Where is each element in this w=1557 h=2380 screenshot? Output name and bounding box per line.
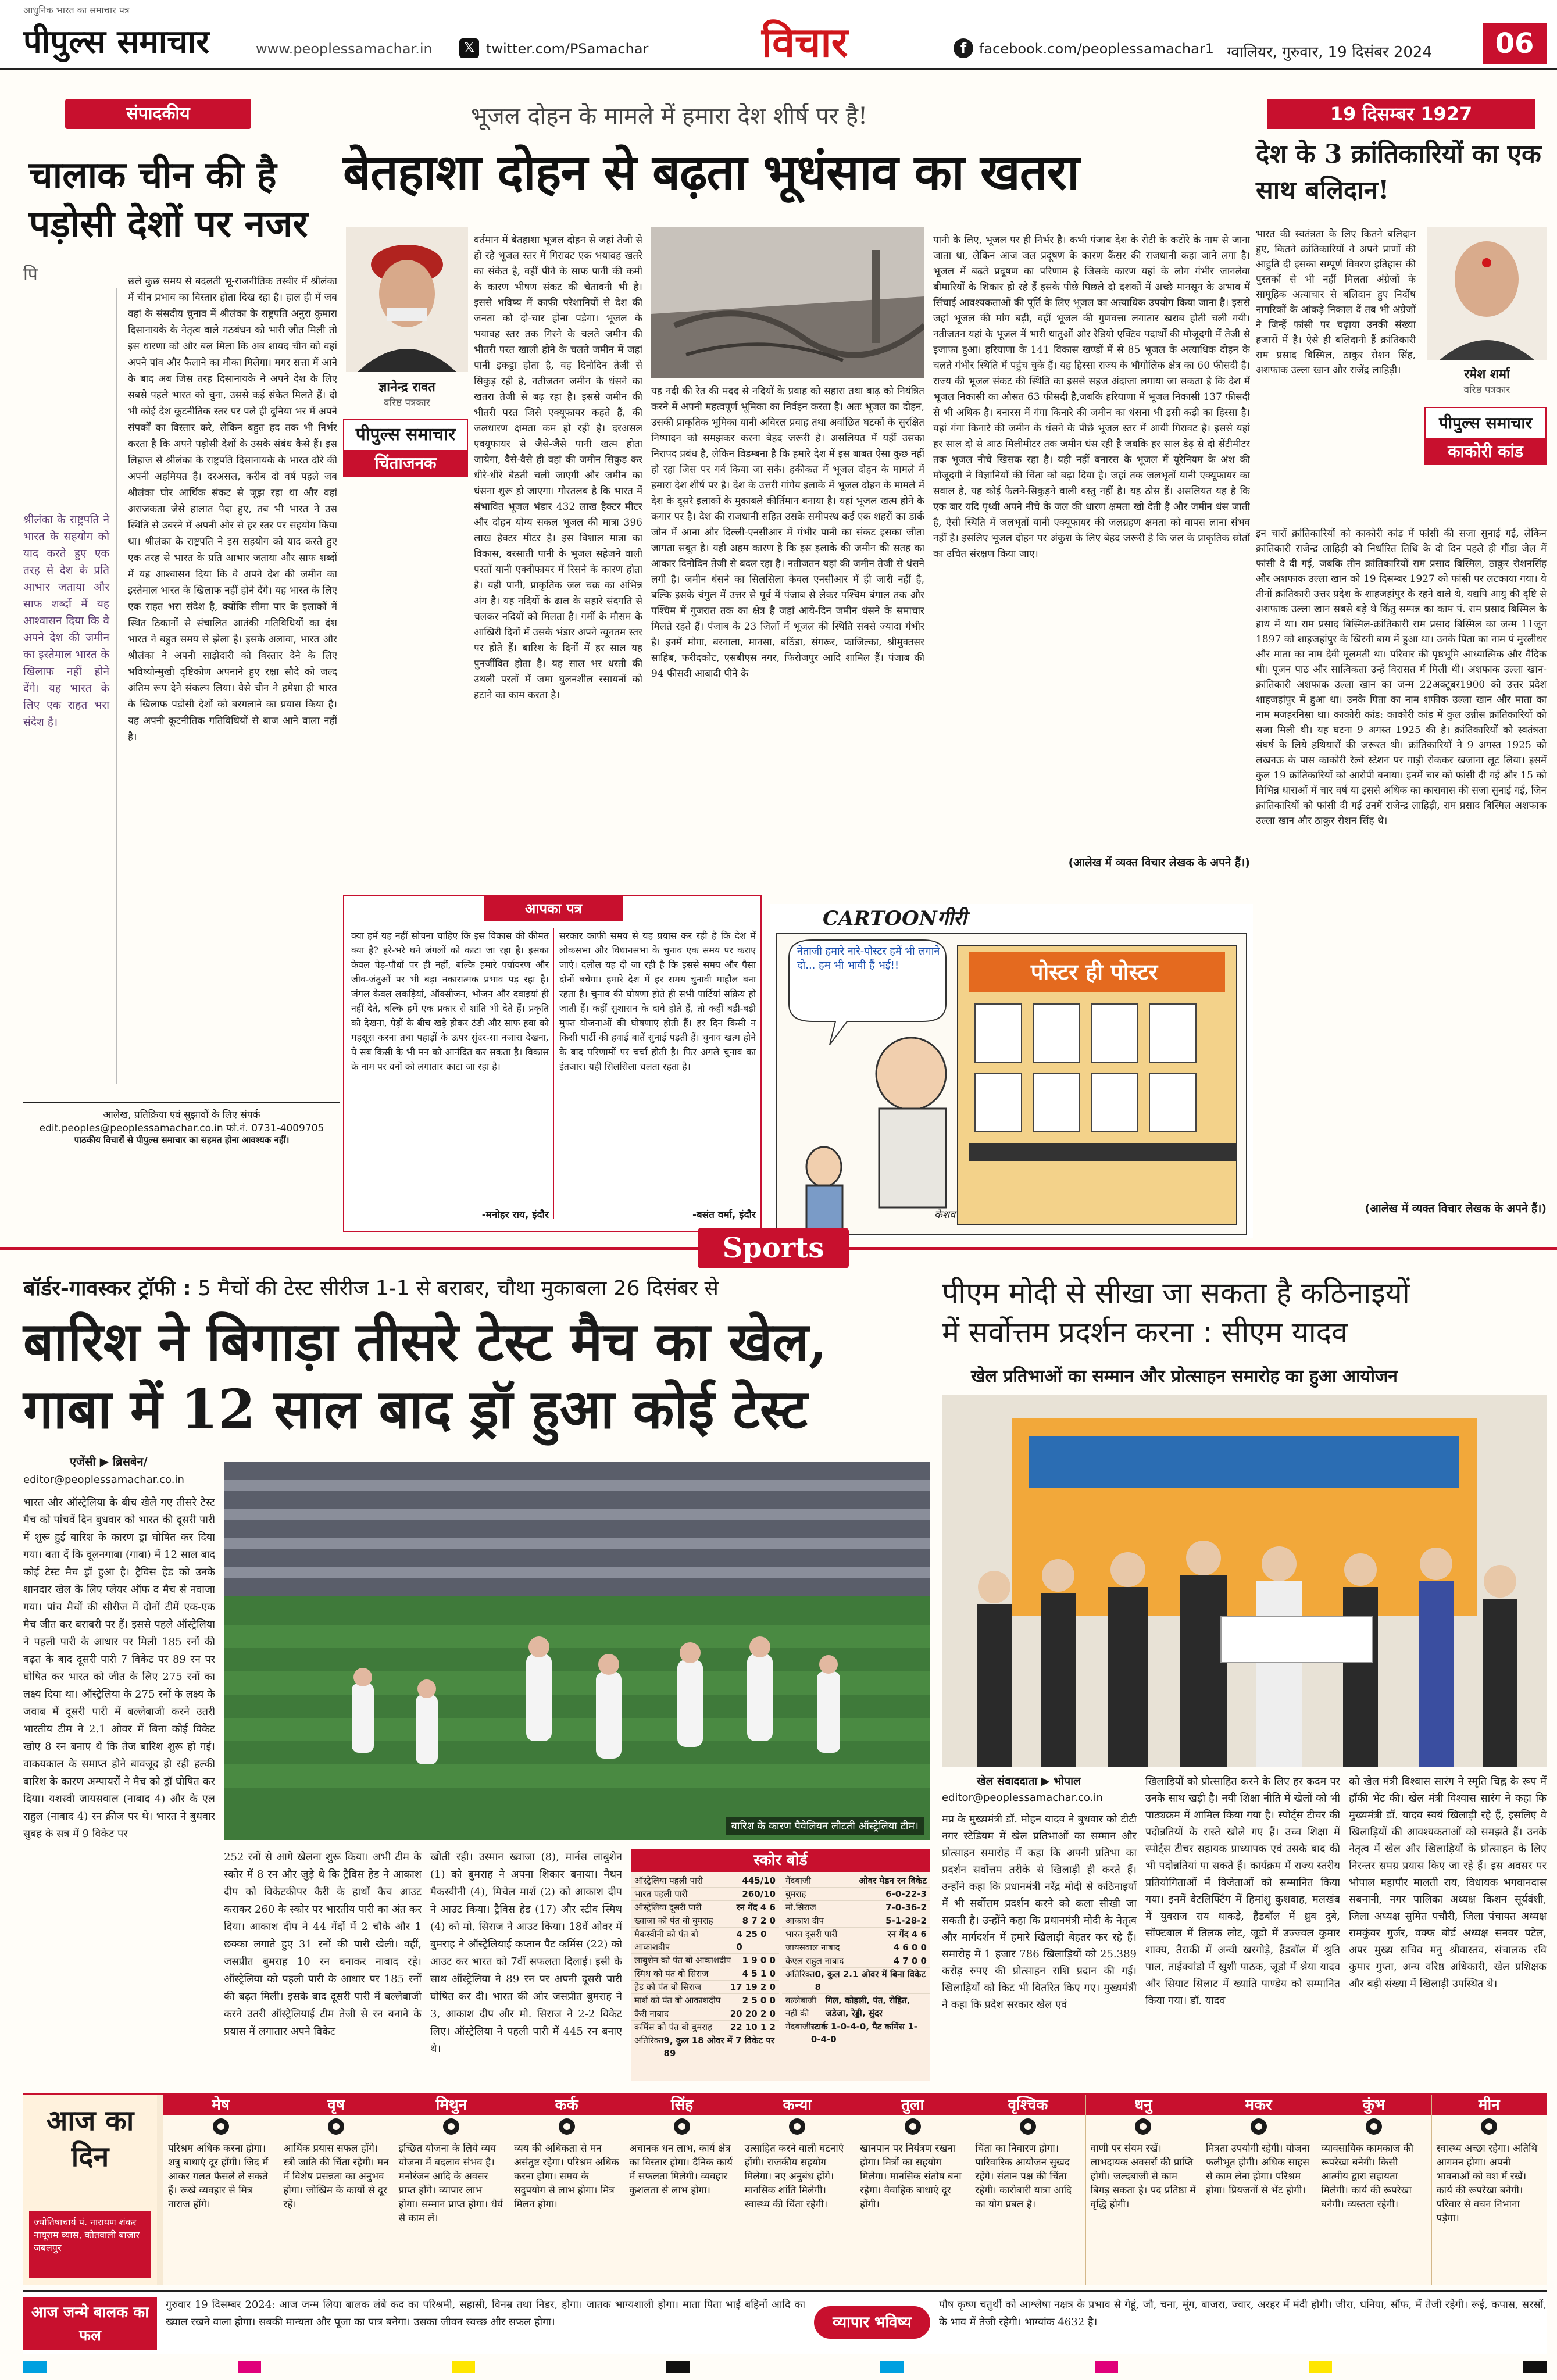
cricket-article — [23, 1273, 930, 2087]
scoreboard-row — [631, 2021, 779, 2034]
zodiac-card — [1201, 2095, 1316, 2285]
zodiac-sign-name: वृष — [278, 2095, 393, 2115]
contact-label: आलेख, प्रतिक्रिया एवं सुझावों के लिए संपर्क — [103, 1109, 260, 1121]
facebook-link[interactable]: facebook.com/peoplessamachar1 — [979, 41, 1214, 57]
scoreboard-label: बल्लेबाजी नहीं की — [785, 1995, 816, 2018]
kakori-column-badge — [1424, 407, 1547, 465]
scoreboard-row — [631, 1874, 779, 1888]
cricket-photo-caption: बारिश के कारण पैवेलियन लौटती ऑस्ट्रेलिया टीम। — [726, 1817, 924, 1835]
letters-title: आपका पत्र — [484, 896, 623, 921]
editorial-dropcap: पि — [23, 265, 38, 285]
born-text: गुरुवार 19 दिसम्बर 2024: आज जन्म लिया बालक लंबे कद का परिश्रमी, सहासी, विनम्र तथा निडर, होगा। जातक भाग्यशाली होगा। माता पिता भाई बहिनों आदि का ख्याल रखने वाला होगा। सबकी मान्यता और पूजा का पात्र बनेगा। उसका जीवन स्वच्छ और सफल होगा। — [166, 2299, 805, 2328]
twitter-link[interactable]: twitter.com/PSamachar — [486, 41, 649, 57]
zodiac-symbol-icon — [1201, 2115, 1316, 2138]
awards-subhead: खेल प्रतिभाओं का सम्मान और प्रोत्साहन समारोह का हुआ आयोजन — [971, 1366, 1398, 1386]
zodiac-sign-name: मकर — [1201, 2095, 1316, 2115]
scoreboard-value: गिल, कोहली, पंत, रोहित, जडेजा, रेड्डी, सुंदर — [825, 1995, 910, 2018]
scoreboard-label: लाबुशेन को पंत बो आकाशदीप — [634, 1955, 731, 1966]
editorial-headline: चालाक चीन की है पड़ोसी देशों पर नजर — [29, 153, 308, 246]
scoreboard-value: 8 7 2 0 — [742, 1916, 776, 1926]
scoreboard-row — [782, 1968, 930, 1994]
lead-col-2: यह नदी की रेत की मदद से नदियों के प्रवाह को सहारा तथा बाढ़ को नियंत्रित करने में अपनी महत्वपूर्ण भूमिका का निर्वहन करता है। अतः भूजल का दोहन, उसकी प्राकृतिक भूमिका यानी अविरल प्रवाह तथा अवांछित घटकों के सुरक्षित निष्पादन को समझकर करना बेहद जरूरी है। असलियत में यहीं उसका निरापद प्रबंध है, लेकिन विडम्बना है कि हमारे देश में इस बाबत ऐसा कुछ नहीं हो रहा जिस पर गर्व किया जा सके। हकीकत में भूजल दोहन के मामले में हमारा देश शीर्ष पर है। देश के उत्तरी गांगेय इलाके में भूजल दोहन के मामले में देश के दूसरे इलाकों के मुकाबले कीर्तिमान बनाया है। यहां भूजल खत्म होने के कगार पर है। देश की राजधानी सहित उसके समीपस्थ कई एक शहरों का डार्क जोन में आना और दिल्ली-एनसीआर में गंभीर पानी का संकट इसका जीता जागता सबूत है। यही अहम कारण है कि इस इलाके की जमीन की सतह का आकार दिनोदिन तेजी से बदल रहा है। नतीजतन यहां की जमीन तेजी से धंसने लगी है। जमीन धंसने का सिलसिला केवल एनसीआर में ही जारी नहीं है, बल्कि इसके चंगुल में उत्तर से पूर्व में पंजाब से लेकर पश्चिम बंगाल तक और पश्चिम में गुजरात तक का क्षेत्र है जहां आये-दिन जमीन धंसने के समाचार मिलते रहते हैं। पंजाब के 23 जिलों में भूजल की स्थिति सबसे ज्यादा गंभीर है। इनमें मोगा, बरनाला, मानसा, बठिंडा, संगरूर, फाजिल्का, श्रीमुक्तसर साहिब, फरीदकोट, एसबीएस नगर, फिरोजपुर आदि शामिल हैं। पंजाब की 94 फीसदी आबादी पीने के — [651, 385, 924, 680]
scoreboard-row — [631, 1967, 779, 1981]
column-badge — [343, 419, 468, 477]
zodiac-prediction: आर्थिक प्रयास सफल होंगे। स्त्री जाति की चिंता रहेगी। मन में विशेष प्रसन्नता का अनुभव होगा। जोखिम के कार्यों से दूर रहें। — [283, 2143, 389, 2210]
cartoon-title: CARTOONगीरी — [823, 907, 967, 930]
letter-2-author: -बसंत वर्मा, इंदौर — [692, 1209, 756, 1221]
scoreboard-label: मो.सिराज — [785, 1902, 816, 1913]
horoscope-title-2: दिन — [71, 2140, 109, 2173]
scoreboard-row — [782, 1914, 930, 1928]
kakori-headline: देश के 3 क्रांतिकारियों का एक साथ बलिदान! — [1256, 140, 1541, 205]
zodiac-prediction: स्वास्थ्य अच्छा रहेगा। अतिथि आगमन होगा। अपनी भावनाओं को वश में रखें। कार्य की रूपरेखा बनेगी। परिवार से वचन निभाना पड़ेगा। — [1436, 2143, 1538, 2224]
scoreboard-value: 4 5 1 0 — [742, 1968, 776, 1979]
awards-byline: खेल संवाददाता ▶ भोपाल — [977, 1775, 1081, 1788]
brand-small-logo: पीपुल्स समाचार — [344, 420, 467, 450]
column-label: चिंताजनक — [344, 450, 467, 477]
cartoonist-signature: केशव — [934, 1209, 956, 1221]
scoreboard-value: रन गेंद 4 6 — [887, 1929, 927, 1939]
cartoon-illustration — [776, 933, 1247, 1235]
zodiac-sign-name: मेष — [163, 2095, 278, 2115]
letter-1-author: -मनोहर राय, इंदौर — [481, 1209, 549, 1221]
scoreboard-value: 260/10 — [742, 1889, 776, 1899]
scoreboard-label: कैरी नाबाद — [634, 2009, 669, 2019]
scoreboard-label: अतिरिक्त — [634, 2035, 664, 2046]
awards-article — [942, 1273, 1547, 2087]
zodiac-card — [1431, 2095, 1547, 2285]
zodiac-symbol-icon — [1432, 2115, 1547, 2138]
zodiac-card — [1085, 2095, 1201, 2285]
cricket-col-3: खोती रही। उस्मान ख्वाजा (8), मार्नस लाबुशेन (1) को बुमराह ने अपना शिकार बनाया। नैथन मैकस्वीनी (4), मिचेल मार्श (2) को आकाश दीप ने आउट किया। ट्रैविस हेड (17) और स्टीव स्मिथ (4) को मो. सिराज ने आउट किया। 18वें ओवर में बुमराह ने ऑस्ट्रेलियाई कप्तान पैट कमिंस (22) को आउट कर भारत को 7वीं सफलता दिलाई। इसी के साथ ऑस्ट्रेलिया ने 89 रन पर अपनी दूसरी पारी घोषित कर दी। भारत की ओर जसप्रीत बुमराह ने 3, आकाश दीप और मो. सिराज ने 2-2 विकेट लिए। ऑस्ट्रेलिया ने पहली पारी में 445 रन बनाए थे। — [430, 1851, 622, 2055]
zodiac-prediction: मित्रता उपयोगी रहेगी। योजना फलीभूत होगी। अधिक साहस से काम लेना होगा। परिश्रम होगा। प्रियजनों से भेंट होगी। — [1205, 2143, 1310, 2196]
masthead — [0, 0, 1557, 70]
awards-headline-2: में सर्वोत्तम प्रदर्शन करना : सीएम यादव — [942, 1316, 1348, 1349]
kakori-intro: भारत की स्वतंत्रता के लिए कितने बलिदान हुए, कितने क्रांतिकारियों ने अपने प्राणों की आहुति दी इसका सम्पूर्ण विवरण इतिहास की पुस्तकों से भी नहीं मिलता अंग्रेजों के सामूहिक अत्याचार से बलिदान हुए निर्दोष नागरिकों के आंकड़े निकाल दें तब भी अंग्रेजों ने जिन्हें फांसी पर चढ़ाया उनकी संख्या हजारों में है। ऐसे ही बलिदानी हैं क्रांतिकारी राम प्रसाद बिस्मिल, ठाकुर रोशन सिंह, अशफाक उल्ला खान और राजेंद्र लाहिड़ी। — [1256, 228, 1416, 376]
zodiac-sign-name: धनु — [1086, 2095, 1201, 2115]
zodiac-prediction: व्यय की अधिकता से मन असंतुष्ट रहेगा। परिश्रम अधिक करना होगा। समय के सदुपयोग से लाभ होगा। मित्र मिलन होगा। — [513, 2143, 619, 2210]
kakori-note: (आलेख में व्यक्त विचार लेखक के अपने हैं।) — [1365, 1202, 1547, 1215]
contact-email[interactable]: edit.peoples@peoplessamachar.co.in फो.नं. 0731-4009705 — [39, 1123, 324, 1134]
scoreboard-label: गेंदबाजी — [785, 1875, 811, 1886]
scoreboard-row — [631, 1994, 779, 2007]
cricket-photo — [224, 1462, 930, 1840]
scoreboard-label: कमिंस को पंत बो बुमराह — [634, 2022, 713, 2032]
sports-label: Sports — [698, 1228, 849, 1268]
zodiac-symbol-icon — [1316, 2115, 1431, 2138]
awards-email[interactable]: editor@peoplessamachar.co.in — [942, 1792, 1103, 1804]
scoreboard-label: आकाश दीप — [785, 1916, 824, 1926]
kakori-author-name: रमेश शर्मा — [1464, 367, 1510, 382]
website-link[interactable]: www.peoplessamachar.in — [256, 41, 433, 57]
scoreboard-value: ओवर मेडन रन विकेट — [859, 1875, 927, 1886]
kakori-date: 19 दिसम्बर 1927 — [1267, 99, 1535, 129]
scoreboard-label: गेंदबाजी — [785, 2021, 811, 2032]
zodiac-symbol-icon — [970, 2115, 1085, 2138]
scoreboard-label: मैकस्वीनी को पंत बो आकाशदीप — [634, 1929, 698, 1952]
scoreboard-row — [631, 1888, 779, 1901]
printer-color-bar — [23, 2361, 1547, 2373]
scoreboard-value: 9, कुल 18 ओवर में 7 विकेट पर 89 — [663, 2035, 774, 2059]
scoreboard-value: 5-1-28-2 — [885, 1916, 927, 1926]
author-name: ज्ञानेन्द्र रावत — [378, 380, 435, 395]
scoreboard-value: 22 10 1 2 — [730, 2022, 776, 2032]
zodiac-card — [970, 2095, 1085, 2285]
scoreboard-value: 445/10 — [742, 1875, 776, 1886]
scoreboard-value: 6-0-22-3 — [885, 1889, 927, 1899]
scoreboard-value: स्टार्क 1-0-4-0, पैट कमिंस 1-0-4-0 — [810, 2021, 917, 2045]
horoscope-title-1: आज का — [46, 2104, 134, 2137]
zodiac-symbol-icon — [394, 2115, 509, 2138]
footer-strip — [23, 2290, 1547, 2354]
lead-kicker: भूजल दोहन के मामले में हमारा देश शीर्ष पर है! — [471, 103, 868, 130]
editorial-footer — [23, 1102, 340, 1146]
scoreboard-row — [631, 1928, 779, 1954]
scoreboard-value: 4 25 0 0 — [736, 1929, 767, 1952]
scoreboard-value: 0, कुल 2.1 ओवर में बिना विकेट 8 — [815, 1969, 926, 1992]
awards-headline-1: पीएम मोदी से सीखा जा सकता है कठिनाइयों — [942, 1276, 1410, 1310]
scoreboard-row — [782, 1954, 930, 1968]
editorial-body: छले कुछ समय से बदलती भू-राजनीतिक तस्वीर में श्रीलंका में चीन प्रभाव का विस्तार होता दिख रहा है। हाल ही में जब वहां के संसदीय चुनाव में श्रीलंका के राष्ट्रपति अनुरा कुमारा दिसानायके के नेतृत्व वाले गठबंधन को भारी जीत मिली तो इस धारणा को और बल मिला कि अब शायद चीन को वहां अपने पांव और फैलाने का मौका मिलेगा। मगर सत्ता में आने के बाद अब जिस तरह दिसानायके ने अपने देश के लिए सबसे पहले भारत को चुना, उससे कई संकेत मिलते हैं। दो भी कोई देश कूटनीतिक स्तर पर पले ही दुनिया भर में अपने संपर्कों का विस्तार करे, लेकिन बहुत हद तक भी निर्भर करता है कि अपने पड़ोसी देशों के उसके संबंध कैसे हैं। इस लिहाज से श्रीलंका के राष्ट्रपति दिसानायके के भारत दौरे की अपनी अहमियत है। दरअसल, करीब दो वर्ष पहले जब श्रीलंका घोर आर्थिक संकट से जूझ रहा था और वहां अराजकता जैसे हालात पैदा हुए, तब भी भारत ने उस स्थिति से उबरने में अपनी ओर से हर स्तर पर सहयोग किया था। श्रीलंका के राष्ट्रपति ने इस सहयोग को याद करते हुए एक तरह से भारत के प्रति आभार जताया और साफ शब्दों में यह आश्वासन दिया कि वे अपने देश की जमीन का इस्तेमाल भारत के खिलाफ नहीं होने देंगे। यह भारत के लिए एक राहत भरा संदेश है, क्योंकि सीमा पार के इलाकों में स्थित ठिकानों से संचालित आतंकी गतिविधियों का दंश भारत ने बहुत समय से झेला है। इसके अलावा, भारत और श्रीलंका ने अपनी साझेदारी को विस्तार देने के लिए भविष्योन्मुखी दृष्टिकोण अपनाने हुए रक्षा सौदे को जल्द अंतिम रूप देने संकल्प लिया। वैसे चीन ने हमेशा ही भारत के खिलाफ पड़ोसी देशों को बरगलाने का प्रयास किया है। यह अपनी कूटनीतिक गतिविधियों से बाज आने वाला नहीं है। — [128, 276, 337, 743]
cricket-col-1: भारत और ऑस्ट्रेलिया के बीच खेले गए तीसरे टेस्ट मैच को पांचवें दिन बुधवार को भारत की दूसरी पारी में शुरू हुई बारिश के कारण ड्रा घोषित कर दिया गया। बता दें कि वूलनगाबा (गाबा) में 12 साल बाद कोई टेस्ट मैच ड्रॉ हुआ है। ट्रैविस हेड को उनके शानदार खेल के लिए प्लेयर ऑफ द मैच से नवाजा गया। पांच मैचों की सीरीज में दोनों टीमें एक-एक मैच जीत कर बराबरी पर हैं। इससे पहले ऑस्ट्रेलिया ने पहली पारी के आधार पर मिली 185 रनों की बढ़त के बाद दूसरी पारी 7 विकेट पर 89 रन पर घोषित कर भारत को जीत के लिए 275 रनों का लक्ष्य दिया था। ऑस्ट्रेलिया के 275 रनों के लक्ष्य के जवाब में दूसरी पारी में बल्लेबाजी करने उतरी भारतीय टीम ने 2.1 ओवर में बिना कोई विकेट खोए 8 रन बनाए थे कि तेज बारिश शुरू हो गई। वाकयकाल के समाप्त होने बावजूद हो रही हल्की बारिश के कारण अम्पायरों ने मैच को ड्रॉ घोषित कर दिया। यशस्वी जायसवाल (नाबाद 4) और के एल राहुल (नाबाद 4) रन क्रीज पर थे। भारत ने बुधवार सुबह के सत्र में 9 विकेट पर — [23, 1496, 215, 1840]
born-label: आज जन्मे बालक का फल — [23, 2297, 157, 2350]
cricket-col-2: 252 रनों से आगे खेलना शुरू किया। अभी टीम के स्कोर में 8 रन और जुड़े थे कि ट्रैविस हेड ने आकाश दीप को विकेटकीपर कैरी के हाथों कैच आउट कराकर 260 के स्कोर पर भारतीय पारी का अंत कर दिया। आकाश दीप ने 44 गेंदों में 2 चौके और 1 छक्का लगाते हुए 31 रनों की पारी खेली। वहीं, जसप्रीत बुमराह 10 रन बनाकर नाबाद रहे। ऑस्ट्रेलिया को पहली पारी के आधार पर 185 रनों की बढ़त मिली। इसके बाद दूसरी पारी में बल्लेबाजी करने उतरी ऑस्ट्रेलियाई टीम तेजी से रन बनाने के प्रयास में लगातार अपने विकेट — [224, 1851, 422, 2038]
scoreboard-row — [631, 1981, 779, 1994]
scoreboard-row — [782, 2020, 930, 2046]
editorial-section — [23, 87, 340, 1238]
cricket-kicker-rest: 5 मैचों की टेस्ट सीरीज 1-1 से बराबर, चौथा मुकाबला 26 दिसंबर से — [198, 1277, 719, 1300]
zodiac-card — [278, 2095, 393, 2285]
scoreboard — [631, 1849, 930, 2081]
scoreboard-row — [631, 2007, 779, 2021]
scoreboard-value: 17 19 2 0 — [730, 1982, 776, 1992]
scoreboard-label: ख्वाजा को पंत बो बुमराह — [634, 1916, 713, 1926]
zodiac-prediction: चिंता का निवारण होगा। पारिवारिक आयोजन सुखद रहेंगे। संतान पक्ष की चिंता रहेगी। कारोबारी यात्रा आदि का योग प्रबल है। — [975, 2143, 1072, 2210]
zodiac-sign-name: तुला — [855, 2095, 970, 2115]
cricket-kicker — [23, 1273, 930, 1302]
scoreboard-label: ऑस्ट्रेलिया पहली पारी — [634, 1875, 703, 1886]
scoreboard-right — [782, 1874, 930, 2046]
editorial-label: संपादकीय — [65, 99, 251, 129]
kakori-column-label: काकोरी कांड — [1426, 438, 1545, 465]
author-role: वरिष्ठ पत्रकार — [384, 397, 430, 409]
cricket-byline: एजेंसी ▶ ब्रिसबेन/ — [70, 1455, 148, 1468]
facebook-icon: f — [954, 38, 973, 58]
zodiac-sign-name: कुंभ — [1316, 2095, 1431, 2115]
awards-col-2: खिलाड़ियों को प्रोत्साहित करने के लिए हर कदम पर उनके साथ खड़ी है। नयी शिक्षा नीति में खेलों को भी पाठ्यक्रम में शामिल किया गया है। स्पोर्ट्स टीचर की पदोन्नतियों के रास्ते खोले गए हैं। उच्च शिक्षा में स्पोर्ट्स टीचर सहायक प्राध्यापक एवं उसके बाद की भी पदोन्नतियां पा सकते हैं। कार्यक्रम में राज्य स्तरीय प्रतियोगिताओं में विजेताओं को सम्मानित किया गया। इनमें वेटलिफ्टिंग में हिमांशु कुशवाह, मलखंब में युवराज राय धाकड़े, हैंडबॉल में ध्रुव दुबे, सॉफ्टबाल में तिलक लोट, जूडो में उज्ज्वल कुमार शाक्य, तैराकी में अन्वी खरगोड़े, हैंडबॉल में श्रुति पाल, ताईक्वांडो में खुशी पाठक, जूडो में श्रेया यादव और सियाट सिलाट में ख्याति पाण्डेय को सम्मानित किया गया। डॉ. यादव — [1145, 1775, 1340, 2007]
zodiac-card — [394, 2095, 509, 2285]
horoscope-section — [23, 2093, 1547, 2285]
lead-headline: बेतहाशा दोहन से बढ़ता भूधंसाव का खतरा — [343, 143, 1079, 201]
zodiac-card — [855, 2095, 970, 2285]
dateline: ग्वालियर, गुरुवार, 19 दिसंबर 2024 — [1227, 44, 1433, 61]
zodiac-card — [1316, 2095, 1431, 2285]
scoreboard-label: ऑस्ट्रेलिया दूसरी पारी — [634, 1902, 702, 1913]
zodiac-sign-name: मीन — [1432, 2095, 1547, 2115]
zodiac-prediction: इच्छित योजना के लिये व्यय योजना में बदलाव संभव है। मनोरंजन आदि के अवसर प्राप्त होंगे। व्यापार लाभ होगा। सम्मान प्राप्त होगा। धैर्य से काम लें। — [398, 2143, 503, 2224]
business-label: व्यापार भविष्य — [814, 2306, 930, 2339]
cartoon-speech-bubble: नेताजी हमारे नारे-पोस्टर हमें भी लगाने दो... हम भी भावी हैं भई!! — [797, 945, 940, 971]
section-title: विचार — [762, 18, 848, 66]
scoreboard-row — [631, 1954, 779, 1967]
disclaimer: पाठकीय विचारों से पीपुल्स समाचार का सहमत होना आवश्यक नहीं। — [74, 1135, 290, 1145]
zodiac-card — [740, 2095, 855, 2285]
letter-2: सरकार काफी समय से यह प्रयास कर रही है कि देश में लोकसभा और विधानसभा के चुनाव एक समय पर कराए जाएं। दलील यह दी जा रही है कि इससे समय और पैसा दोनों बचेगा। हमारे देश में हर समय चुनावी माहौल बना रहता है। चुनाव की घोषणा होते ही सभी पार्टियां सक्रिय हो जाती हैं। कहीं सुशासन के दावे होते हैं, तो कहीं बड़ी-बड़ी मुफ्त योजनाओं की घोषणाएं होती हैं। हर दिन किसी न किसी पार्टी की हवाई बातें सुनाई पड़ती हैं। चुनाव खत्म होने के बाद परिणामों पर चर्चा होती है। फिर अगले चुनाव का इंतजार। यही सिलसिला चलता रहता है। — [559, 930, 756, 1072]
scoreboard-label: मार्श को पंत बो आकाशदीप — [634, 1995, 721, 2006]
cricket-headline-1: बारिश ने बिगाड़ा तीसरे टेस्ट मैच का खेल, — [23, 1310, 827, 1373]
lead-note: (आलेख में व्यक्त विचार लेखक के अपने हैं।) — [1068, 856, 1250, 869]
letter-1: क्या हमें यह नहीं सोचना चाहिए कि इस विकास की कीमत क्या है? हरे-भरे घने जंगलों को काटा जा रहा है। इसका केवल पेड़-पौधों पर ही नहीं, बल्कि हमारे पर्यावरण और जीव-जंतुओं पर भी बड़ा नकारात्मक प्रभाव पड़ रहा है। जंगल केवल लकड़ियां, ऑक्सीजन, भोजन और दवाइयां ही नहीं देते, बल्कि हमें एक प्रकार से शांति भी देते हैं। प्रकृति को देखना, पेड़ों के बीच खड़े होकर ठंडी और साफ हवा को महसूस करना तथा पहाड़ों के ऊपर सुंदर-सा नजारा देखना, ये सब किसी के भी मन को आनंदित कर सकता है। विकास के नाम पर वनों को लगातार काटा जा रहा है। — [351, 930, 549, 1072]
masthead-tagline: आधुनिक भारत का समाचार पत्र — [23, 5, 130, 16]
awards-col-1: मप्र के मुख्यमंत्री डॉ. मोहन यादव ने बुधवार को टीटी नगर स्टेडियम में खेल प्रतिभाओं का सम्मान और प्रोत्साहन समारोह में कहा कि अपनी प्रतिभा का प्रदर्शन सर्वोत्तम तरीके से खिलाड़ी ही करते हैं। उन्होंने कहा कि प्रधानमंत्री नरेंद्र मोदी से कठिनाइयों में भी सर्वोत्तम प्रदर्शन करने को कला सीखी जा सकती है। उन्होंने कहा कि प्रधानमंत्री मोदी के नेतृत्व और मार्गदर्शन में हमारे खिलाड़ी बेहतर कर रहे हैं। समारोह में 1 हजार 786 खिलाड़ियों को 25.389 करोड़ रुपए की प्रोत्साहन राशि प्रदान की गई। खिलाड़ियों को किट भी वितरित किए गए। मुख्यमंत्री ने कहा कि प्रदेश सरकार खेल एवं — [942, 1813, 1137, 2011]
scoreboard-left — [631, 1874, 779, 2060]
scoreboard-row — [782, 1888, 930, 1901]
zodiac-grid — [163, 2095, 1547, 2285]
zodiac-prediction: खानपान पर नियंत्रण रखना होगा। मित्रों का सहयोग मिलेगा। मानसिक संतोष बना रहेगा। वैवाहिक बाधाएं दूर होंगी। — [859, 2143, 962, 2210]
zodiac-symbol-icon — [740, 2115, 855, 2138]
scoreboard-row — [782, 1874, 930, 1888]
zodiac-sign-name: मिथुन — [394, 2095, 509, 2115]
zodiac-sign-name: वृश्चिक — [970, 2095, 1085, 2115]
cartoon-banner: पोस्टर ही पोस्टर — [1030, 959, 1158, 985]
zodiac-symbol-icon — [163, 2115, 278, 2138]
zodiac-prediction: व्यावसायिक कामकाज की रूपरेखा बनेगी। किसी आत्मीय द्वारा सहायता मिलेगी। कार्य की रूपरेखा बनेगी। व्यस्तता रहेगी। — [1321, 2143, 1413, 2210]
awards-col-3: को खेल मंत्री विश्वास सारंग ने स्मृति चिह्न के रूप में हॉकी भेंट की। खेल मंत्री विश्वास सारंग ने कहा कि मुख्यमंत्री डॉ. यादव स्वयं खिलाड़ी रहे हैं, इसलिए वे खिलाड़ियों की आवश्यकताओं को समझते हैं। उनके नेतृत्व में खेल और खिलाड़ियों के प्रोत्साहन के लिए निरन्तर समग्र प्रयास किए जा रहे हैं। इस अवसर पर भोपाल महापौर मालती राय, विधायक भगवानदास सबनानी, नगर पालिका अध्यक्ष किशन सूर्यवंशी, जिला अध्यक्ष सुमित पचौरी, जिला पंचायत अध्यक्ष रामकुंवर गुर्जर, वक्फ बोर्ड अध्यक्ष सनवर पटेल, अपर मुख्य सचिव मनु श्रीवास्तव, संचालक रवि कुमार गुप्ता, अन्य वरिष्ठ अधिकारी, खेल प्रशिक्षक और बड़ी संख्या में खिलाड़ी उपस्थित थे। — [1349, 1775, 1547, 1990]
scoreboard-label: भारत दूसरी पारी — [785, 1929, 838, 1939]
scoreboard-row — [782, 1901, 930, 1914]
scoreboard-label: स्मिथ को पंत बो सिराज — [634, 1968, 709, 1979]
zodiac-card — [163, 2095, 278, 2285]
landslip-photo — [651, 227, 924, 378]
lead-article — [343, 87, 1250, 919]
scoreboard-title: स्कोर बोर्ड — [631, 1849, 930, 1872]
lead-col-3: पानी के लिए, भूजल पर ही निर्भर है। कभी पंजाब देश के रोटी के कटोरे के नाम से जाना जाता था, लेकिन आज जल प्रदूषण के कारण कैंसर की राजधानी कहा जाने लगा है। भूजल में बढ़ते प्रदूषण का परिणाम है जिसके कारण यहां के लोग गंभीर जानलेवा बीमारियों के शिकार हो रहे हैं इसके पीछे पिछले दो दशकों में अच्छे मानसून के अभाव में सिंचाई आवश्यकताओं की पूर्ति के लिए भूजल का अत्याधिक उपयोग किया जाना है। इससे जहां भूजल की मांग बढ़ी, वहीं भूजल की गुणवत्ता लगातार खराब होती चली गयी। नतीजतन यहां के भूजल में भारी धातुओं और रेडियो एक्टिव पदार्थों की मौजूदगी में तेजी से इजाफा हुआ। हरियाणा के 141 विकास खण्डों में से 85 भूजल के अत्याधिक दोहन के चलते गंभीर स्थिति में पहुंच चुके हैं। यह हिस्सा राज्य के भौगोलिक क्षेत्र का 60 फीसदी है। राज्य की भूजल संकट की स्थिति का इससे सहज अंदाजा लगाया जा सकता है कि देश में भूजल निकासी का औसत 63 फीसदी है,जबकि हरियाणा में भूजल निकासी 137 फीसदी से भी अधिक है। बनारस में गंगा किनारे की जमीन का धंसना भी इसी कड़ी का हिस्सा है। यहां गंगा किनारे की जमीन के धंसने के पीछे भूजल स्तर में आयी गिरावट है। इससे यहां हर साल दो से आठ मिलीमीटर तक जमीन धंस रही है जबकि हर साल डेढ़ से दो सेंटीमीटर तक भूजल नीचे खिसक रहा है। यही नहीं बनारस के भूजल में यूरेनियम के अंश की मौजूदगी ने विज्ञानियों की चिंता को बढ़ा दिया है। जहां तक जलभृतों यानी एक्यूफायर का सवाल है, यह कोई फैलने-सिकुड़ने वाली वस्तु नहीं है। यह ठोस हैं। असलियत यह है कि एक बार यदि पृथ्वी अपने नीचे के जल की धारण क्षमता खो देती है और जमीन धंस जाती है, ऐसी स्थिति में जलभृतों यानी एक्यूफायर की जलग्रहण क्षमता को वापस लाना संभव नहीं है। इसलिए भूजल दोहन पर अंकुश के लिए बेहद जरूरी है कि जल के प्राकृतिक स्रोतों का उचित संरक्षण किया जाए। — [933, 234, 1250, 560]
kakori-article — [1256, 87, 1547, 1238]
zodiac-symbol-icon — [1086, 2115, 1201, 2138]
kakori-author-photo — [1427, 227, 1547, 360]
scoreboard-row — [782, 1994, 930, 2020]
scoreboard-value: 4 6 0 0 — [893, 1942, 927, 1953]
scoreboard-row — [782, 1941, 930, 1954]
astrologer-box: ज्योतिषाचार्य पं. नारायण शंकर नायूराम व्यास, कोतवाली बाजार जबलपुर — [29, 2211, 151, 2278]
brand-small-logo-2: पीपुल्स समाचार — [1426, 408, 1545, 438]
zodiac-prediction: अचानक धन लाभ, कार्य क्षेत्र का विस्तार होगा। दैनिक कार्य में सफलता मिलेगी। व्यवहार कुशलता से लाभ होगा। — [629, 2143, 733, 2196]
scoreboard-row — [631, 2034, 779, 2060]
scoreboard-label: जायसवाल नाबाद — [785, 1942, 840, 1953]
scoreboard-value: 1 9 0 0 — [742, 1955, 776, 1966]
awards-photo — [942, 1395, 1547, 1767]
brand-logo: पीपुल्स समाचार — [23, 23, 210, 61]
zodiac-card — [624, 2095, 739, 2285]
cricket-kicker-bold: बॉर्डर-गावस्कर ट्रॉफी : — [23, 1277, 191, 1300]
zodiac-sign-name: कन्या — [740, 2095, 855, 2115]
scoreboard-label: हेड को पंत बो सिराज — [634, 1982, 702, 1992]
scoreboard-label: केएल राहुल नाबाद — [785, 1956, 844, 1966]
kakori-body: इन चारों क्रांतिकारियों को काकोरी कांड में फांसी की सजा सुनाई गई, लेकिन क्रांतिकारी राजेन्द्र लाहिड़ी को निर्धारित तिथि के दो दिन पहले ही गौंडा जेल में फांसी दे दी गई, जबकि तीन क्रांतिकारियों राम प्रसाद बिस्मिल, ठाकुर रोशनसिंह और अशफाक उल्ला खान को 19 दिसम्बर 1927 को फांसी पर लटकाया गया। ये तीनों क्रांतिकारी उत्तर प्रदेश के शाहजहांपुर के रहने वाले थे, यद्यपि आयु की दृष्टि से अशफाक उल्ला खान सबसे बड़े थे किंतु सम्पन्न का काम पं. राम प्रसाद बिस्मिल के हाथ में था। राम प्रसाद बिस्मिल-क्रांतिकारी राम प्रसाद बिस्मिल का जन्म 11जून 1897 को शाहजहांपुर के खिरनी बाग में हुआ था। उनके पिता का नाम पं मुरलीधर और माता का नाम देवी मूलमती था। परिवार की पृष्ठभूमि आध्यात्मिक और वैदिक थी। पूजन पाठ और सात्विकता उन्हें विरासत में मिली थी। अशफाक उल्ला खान-क्रांतिकारी अशफाक उल्ला खान का जन्म 22अक्टूबर1900 को उत्तर प्रदेश शाहजहांपुर में हुआ था। उनके पिता का नाम शफीक उल्ला खान और माता का नाम मजहरनिसा था। काकोरी कांड: काकोरी कांड में कुल उन्नीस क्रांतिकारियों को सजा मिली थी। यह घटना 9 अगस्त 1925 की है। क्रांतिकारियों को स्वतंत्रता संघर्ष के लिये हथियारों की जरूरत थी। क्रांतिकारियों ने 9 अगस्त 1925 को लखनऊ के पास काकोरी रेल्वे स्टेशन पर गाड़ी रोककर खजाना लूट लिया। इसमें कुल 19 क्रांतिकारियों को आरोपी बनाया। इनमें चार को फांसी दी गई और 15 को विभिन्न धाराओं में चार वर्ष या इससे अधिक का कारावास की सजा सुनाई गई, जिन क्रांतिकारियों को फांसी दी गई उनमें राजेन्द्र लाहिड़ी, राम प्रसाद बिस्मिल अशफाक उल्ला खान और ठाकुर रोशन सिंह थे। — [1256, 528, 1547, 827]
zodiac-symbol-icon — [278, 2115, 393, 2138]
lead-col-1: वर्तमान में बेतहाशा भूजल दोहन से जहां तेजी से हो रहे भूजल स्तर में गिरावट एक भयावह खतरे का संकेत है, वहीं पीने के साफ पानी की कमी के कारण भीषण संकट की चेतावनी भी है। इससे भविष्य में काफी परेशानियों से देश की जनता को दो-चार होना पड़ेगा। भूजल के भयावह स्तर तक गिरने के चलते जमीन की भीतरी परत खाली होने के चलते जमीन में जहां पानी इकट्ठा होता है, वह दिनोदिन तेजी से सिकुड़ रही है, नतीजतन जमीन के धंसने का खतरा तेजी से बढ़ रहा है। इससे जमीन की भीतरी परत जिसे एक्यूफायर कहते हैं, की जलधारण क्षमता कम हो रही है। दरअसल एक्यूफायर से जैसे-जैसे पानी खत्म होता जायेगा, वैसे-वैसे ही वहां की जमीन सिकुड़ कर धीरे-धीरे बैठती चली जाएगी और जमीन का धंसना शुरू हो जाएगा। गौरतलब है कि भारत में संभावित भूजल भंडार 432 लाख हैक्टर मीटर और दोहन योग्य सकल भूजल की मात्रा 396 लाख हैक्टर मीटर है। इस विशाल मात्रा का विकास, बरसाती पानी के भूजल सहेजने वाली परतों यानी एक्वीफायर में रिसने के कारण होता है। यही पानी, प्राकृतिक जल चक्र का अभिन्न अंग है। यह नदियों के ढाल के सहारे संदगति से चलकर नदियों को मिलता है। गर्मी के मौसम के आखिरी दिनों में उसके भंडार अपने न्यूनतम स्तर पर होते हैं। बारिश के दिनों में हर साल यह पुनर्जीवित होता है। यह साल भर धरती की उथली परतों में जमा घुलनशील रसायनों को हटाने का काम करता है। — [474, 234, 642, 701]
scoreboard-value: रन गेंद 4 6 — [736, 1902, 776, 1913]
zodiac-card — [509, 2095, 624, 2285]
zodiac-symbol-icon — [509, 2115, 624, 2138]
scoreboard-row — [782, 1928, 930, 1941]
zodiac-prediction: परिश्रम अधिक करना होगा। शत्रु बाधाएं दूर होंगी। जिद में आकर गलत फैसले ले सकते हैं। रूखे व्यवहार से मित्र नाराज होंगे। — [168, 2143, 269, 2210]
scoreboard-label: भारत पहली पारी — [634, 1889, 688, 1899]
zodiac-sign-name: सिंह — [624, 2095, 739, 2115]
twitter-icon: 𝕏 — [459, 38, 479, 58]
scoreboard-label: अतिरिक्त — [785, 1969, 815, 1979]
scoreboard-value: 4 7 0 0 — [893, 1956, 927, 1966]
zodiac-symbol-icon — [855, 2115, 970, 2138]
zodiac-symbol-icon — [624, 2115, 739, 2138]
horoscope-title-box — [23, 2095, 157, 2285]
zodiac-sign-name: कर्क — [509, 2095, 624, 2115]
letters-box — [343, 895, 762, 1232]
scoreboard-value: 7-0-36-2 — [885, 1902, 927, 1913]
scoreboard-label: बुमराह — [785, 1889, 806, 1899]
zodiac-prediction: उत्साहित करने वाली घटनाएं होंगी। राजकीय सहयोग मिलेगा। नए अनुबंध होंगे। मानसिक शांति मिलेगी। स्वास्थ्य की चिंता रहेगी। — [744, 2143, 844, 2210]
scoreboard-value: 20 20 2 0 — [730, 2009, 776, 2019]
cartoon-box — [770, 904, 1253, 1238]
scoreboard-row — [631, 1901, 779, 1914]
scoreboard-value: 2 5 0 0 — [742, 1995, 776, 2006]
cricket-email[interactable]: editor@peoplessamachar.co.in — [23, 1474, 184, 1486]
page-number: 06 — [1483, 23, 1547, 64]
kakori-author-role: वरिष्ठ पत्रकार — [1463, 384, 1510, 396]
editorial-pullquote: श्रीलंका के राष्ट्रपति ने भारत के सहयोग को याद करते हुए एक तरह से देश के प्रति आभार जताया और साफ शब्दों में यह आश्वासन दिया कि वे अपने देश की जमीन का इस्तेमाल भारत के खिलाफ नहीं होने देंगे। यह भारत के लिए एक राहत भरा संदेश है। — [23, 513, 109, 728]
scoreboard-row — [631, 1914, 779, 1928]
zodiac-prediction: वाणी पर संयम रखें। लाभदायक अवसरों की प्राप्ति होगी। जल्दबाजी से काम बिगड़ सकता है। पद प्रतिष्ठा में वृद्धि होगी। — [1090, 2143, 1196, 2210]
business-text: पौष कृष्ण चतुर्थी को आश्लेषा नक्षत्र के प्रभाव से गेहूं, जौ, चना, मूंग, बाजरा, ज्वार, अरहर में मंदी होगी। जीरा, धनिया, सौंफ, में तेजी रहेगी। रूई, कपास, सरसों, के भाव में तेजी रहेगी। भाग्यांक 4632 है। — [939, 2299, 1547, 2328]
author-photo — [346, 227, 468, 372]
cricket-headline-2: गाबा में 12 साल बाद ड्रॉ हुआ कोई टेस्ट — [23, 1378, 808, 1441]
